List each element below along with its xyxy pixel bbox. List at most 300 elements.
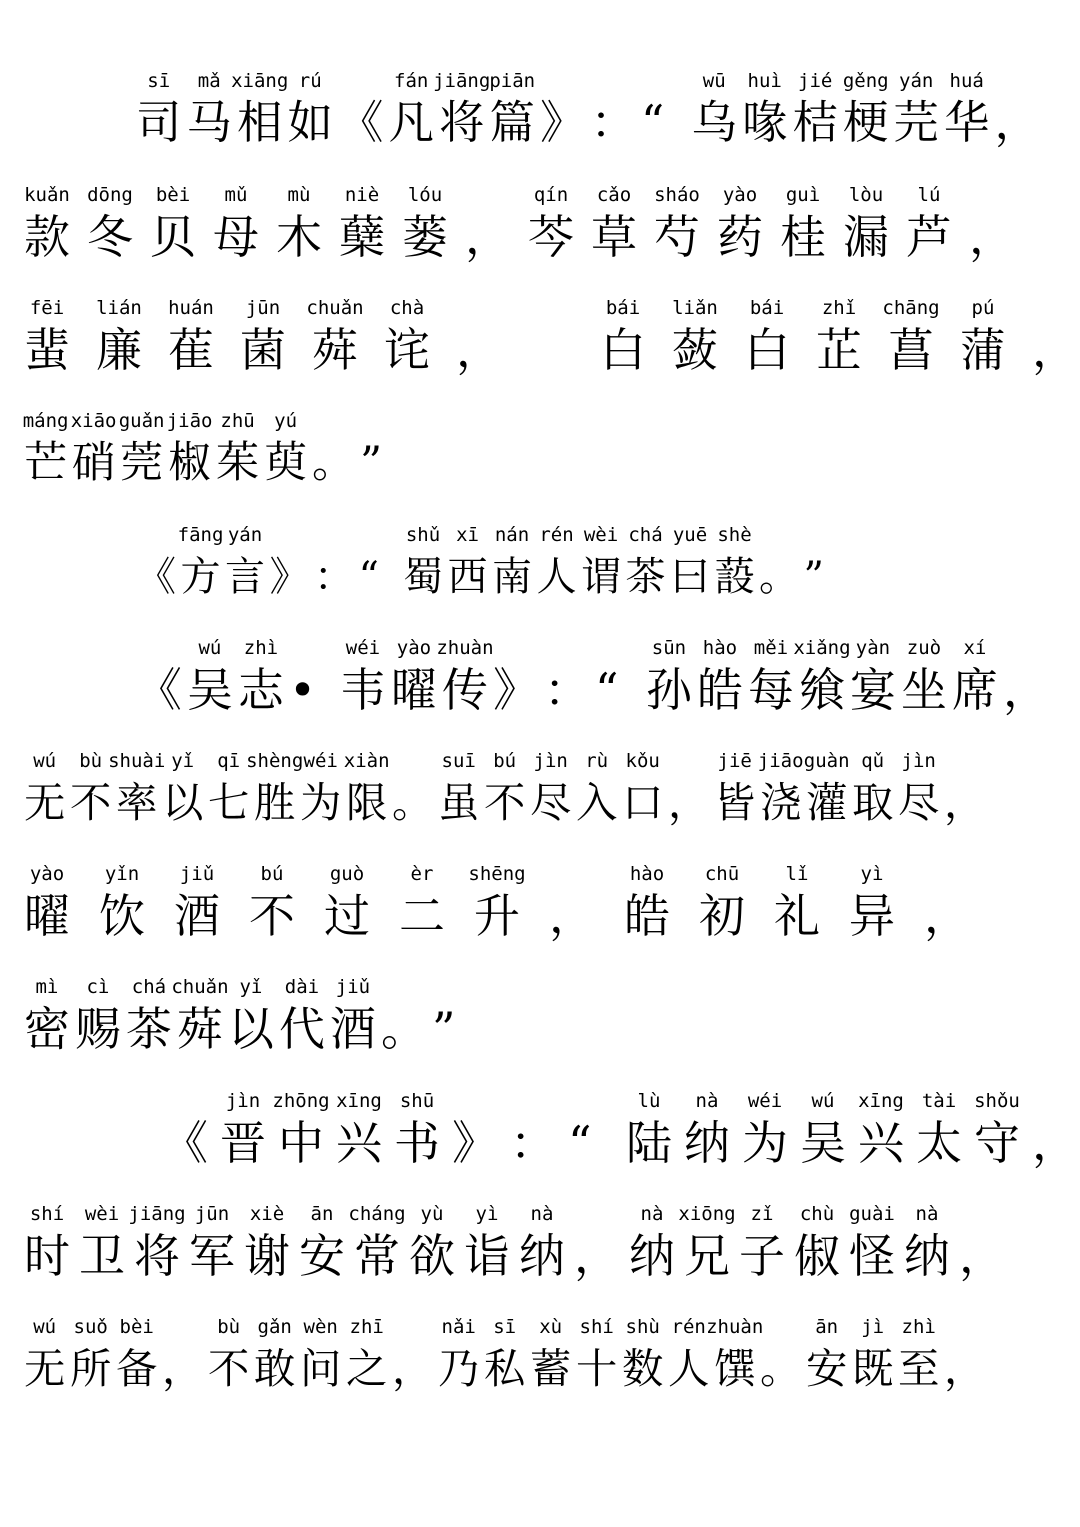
pinyin-syllable: guǎn [118,410,165,432]
hanzi-char: 子 [739,1229,785,1283]
pinyin-syllable: yàn [855,637,891,659]
pinyin-syllable: lú [917,184,941,206]
hanzi-char: 荈 [177,1002,223,1056]
pinyin-syllable: wū [702,70,726,92]
text-line [24,633,1056,733]
hanzi-char: 胜 [254,779,296,827]
pinyin-syllable: jiǔ [335,976,371,998]
hanzi-char: 飨 [799,663,845,717]
pinyin-syllable: qǔ [861,750,885,772]
pinyin-syllable: gǎn [257,1316,292,1338]
hanzi-char: 皓 [697,663,743,717]
pinyin-syllable: shuài [108,750,166,772]
pinyin-syllable: yǐ [239,976,263,998]
pinyin-syllable: jié [798,70,833,92]
pinyin-syllable: lóu [407,184,443,206]
pinyin-syllable: wèi [84,1203,120,1225]
pinyin-syllable: guàn [803,750,850,772]
hanzi-char: 马 [186,96,232,149]
punctuation-mark: ， [944,1345,986,1393]
pinyin-syllable: lián [96,297,142,319]
hanzi-char: 将 [134,1229,180,1283]
pinyin-syllable: yuē [672,524,708,546]
pinyin-syllable: nà [640,1203,664,1225]
hanzi-char: 人 [536,554,577,600]
hanzi-char: 灌 [806,779,848,827]
pinyin-syllable: chāng [882,297,940,319]
hanzi-char: 问 [300,1345,342,1393]
pinyin-syllable: mǎ [197,70,221,92]
hanzi-char: 药 [717,210,763,264]
pinyin-syllable: jiāng [128,1203,186,1225]
pinyin-syllable: jiāng [433,70,491,92]
hanzi-char: 不 [249,889,295,943]
hanzi-char: 冬 [87,210,133,264]
pinyin-syllable: yào [29,863,65,885]
hanzi-char: 诧 [384,323,430,377]
hanzi-char: 兴 [336,1116,382,1170]
hanzi-char: 曜 [24,889,70,943]
pinyin-syllable: xiōng [678,1203,736,1225]
pinyin-syllable: rén [671,1316,706,1338]
pinyin-syllable: yǐ [171,750,195,772]
punctuation-mark: ” [360,438,383,488]
pinyin-syllable: jì [861,1316,885,1338]
hanzi-row [24,655,1056,725]
pinyin-syllable: pú [971,297,995,319]
hanzi-char: 西 [447,554,488,600]
punctuation-mark: ， [549,889,595,943]
pinyin-syllable: guài [849,1203,895,1225]
pinyin-syllable: xī [456,524,479,546]
hanzi-char: 每 [748,663,794,717]
pinyin-syllable: cǎo [596,184,632,206]
hanzi-char: 坐 [901,663,947,717]
hanzi-char: 桔 [792,96,838,149]
pinyin-syllable: jiāo [166,410,213,432]
hanzi-char: 席 [952,663,998,717]
hanzi-char: 将 [439,96,485,149]
pinyin-syllable: yì [475,1203,499,1225]
pinyin-syllable: piān [489,70,536,92]
pinyin-syllable: jūn [245,297,281,319]
hanzi-char: 太 [916,1116,962,1170]
hanzi-char: 安 [806,1345,848,1393]
hanzi-char: 备 [116,1345,158,1393]
pinyin-syllable: lù [637,1090,661,1112]
hanzi-char: 陆 [626,1116,672,1170]
hanzi-char: 梗 [843,96,889,149]
pinyin-syllable: sī [493,1316,517,1338]
pinyin-syllable: suǒ [73,1316,108,1338]
hanzi-char: 时 [24,1229,70,1283]
punctuation-mark: “ [358,554,379,600]
hanzi-char: 蒌 [402,210,448,264]
pinyin-syllable: huán [168,297,214,319]
hanzi-row [24,88,1056,158]
pinyin-syllable: yǐn [104,863,140,885]
hanzi-char: 菌 [240,323,286,377]
pinyin-syllable: měi [753,637,789,659]
hanzi-char: 茶 [126,1002,172,1056]
pinyin-syllable: lòu [848,184,884,206]
punctuation-mark: ： [590,96,636,149]
text-line [24,180,1056,280]
text-line [24,1199,1056,1299]
pinyin-syllable: bù [79,750,103,772]
text-line [24,972,1056,1072]
pinyin-syllable: zhuàn [706,1316,764,1338]
punctuation-mark: 。 [392,779,434,827]
pinyin-syllable: gěng [842,70,889,92]
pinyin-syllable: jiāo [757,750,804,772]
hanzi-char: 传 [442,663,488,717]
hanzi-char: 吴 [800,1116,846,1170]
hanzi-char: 过 [324,889,370,943]
hanzi-char: 漏 [843,210,889,264]
hanzi-char: 俶 [794,1229,840,1283]
hanzi-char: 入 [576,779,618,827]
pinyin-syllable: jiǔ [179,863,215,885]
pinyin-syllable: chuǎn [306,297,364,319]
punctuation-mark: ， [668,779,710,827]
pinyin-syllable: xiāo [70,410,117,432]
punctuation-mark: ， [392,1345,434,1393]
hanzi-char: 司 [136,96,182,149]
hanzi-char: 母 [213,210,259,264]
hanzi-char: 芩 [528,210,574,264]
hanzi-char: 七 [208,779,250,827]
pinyin-syllable: wèn [303,1316,338,1338]
hanzi-char: 尽 [530,779,572,827]
pinyin-syllable: jūn [194,1203,230,1225]
pinyin-syllable: shǒu [974,1090,1020,1112]
hanzi-char: 数 [622,1345,664,1393]
punctuation-mark: ， [944,779,986,827]
hanzi-char: 酒 [174,889,220,943]
hanzi-char: 十 [576,1345,618,1393]
hanzi-char: 酒 [330,1002,376,1056]
pinyin-syllable: qī [217,750,241,772]
pinyin-syllable: huì [747,70,782,92]
punctuation-mark: “ [568,1116,592,1170]
hanzi-char: 南 [492,554,533,600]
punctuation-mark: 。 [312,438,356,488]
hanzi-char: 芷 [816,323,862,377]
pinyin-syllable: yán [227,524,263,546]
pinyin-syllable: cì [86,976,110,998]
punctuation-mark: ： [314,554,355,600]
punctuation-mark: ， [994,96,1040,149]
pinyin-syllable: nà [530,1203,554,1225]
pinyin-syllable: xīng [336,1090,382,1112]
hanzi-char: 如 [287,96,333,149]
hanzi-char: 志 [238,663,284,717]
pinyin-syllable: chū [704,863,740,885]
pinyin-syllable: nà [695,1090,719,1112]
hanzi-char: 不 [484,779,526,827]
hanzi-char: 尽 [898,779,940,827]
pinyin-syllable: chá [131,976,167,998]
hanzi-char: 木 [276,210,322,264]
hanzi-row [24,768,1056,838]
hanzi-char: 礼 [774,889,820,943]
hanzi-char: 敢 [254,1345,296,1393]
pinyin-syllable: xīng [858,1090,904,1112]
pinyin-syllable: xiàn [343,750,390,772]
hanzi-char: 款 [24,210,70,264]
hanzi-char: 白 [744,323,790,377]
pinyin-syllable: kǒu [625,750,660,772]
hanzi-char: 韦 [340,663,386,717]
hanzi-char: 限 [346,779,388,827]
hanzi-char: 曜 [391,663,437,717]
pinyin-syllable: zhǐ [821,297,857,319]
hanzi-char: 既 [852,1345,894,1393]
punctuation-mark: ， [574,1229,620,1283]
hanzi-char: 私 [484,1345,526,1393]
punctuation-mark: ， [162,1345,204,1393]
hanzi-char: 纳 [904,1229,950,1283]
pinyin-syllable: nǎi [441,1316,476,1338]
pinyin-syllable: wéi [345,637,381,659]
pinyin-syllable: xí [963,637,987,659]
hanzi-char: 荈 [312,323,358,377]
hanzi-char: 方 [180,554,221,600]
pinyin-syllable: xiāng [231,70,289,92]
pinyin-syllable: mǔ [224,184,248,206]
hanzi-char: 升 [474,889,520,943]
hanzi-char: 华 [944,96,990,149]
pinyin-syllable: bú [260,863,284,885]
pinyin-syllable: liǎn [672,297,718,319]
pinyin-syllable: yú [274,410,298,432]
pinyin-syllable: zhū [220,410,255,432]
hanzi-row [24,1108,1078,1178]
pinyin-syllable: rén [539,524,574,546]
hanzi-char: 异 [849,889,895,943]
hanzi-row [24,1221,1056,1291]
hanzi-char: 皓 [624,889,670,943]
pinyin-syllable: sī [147,70,171,92]
hanzi-char: 书 [394,1116,440,1170]
punctuation-mark: 。 [381,1002,427,1056]
hanzi-char: 人 [668,1345,710,1393]
pinyin-syllable: rù [585,750,609,772]
pinyin-syllable: dài [284,976,320,998]
hanzi-char: 守 [974,1116,1020,1170]
punctuation-mark: 《 [338,96,384,149]
pinyin-syllable: guò [329,863,365,885]
hanzi-char: 不 [70,779,112,827]
hanzi-char: 以 [228,1002,274,1056]
pinyin-syllable: bù [217,1316,241,1338]
punctuation-mark: 》 [540,96,586,149]
punctuation-mark: 。 [759,554,800,600]
punctuation-mark: 》 [452,1116,498,1170]
punctuation-mark: ， [959,1229,1005,1283]
pinyin-syllable: shǔ [405,524,441,546]
pinyin-syllable: guì [785,184,821,206]
hanzi-char: 吴 [187,663,233,717]
hanzi-char: 率 [116,779,158,827]
hanzi-row [24,428,1056,498]
hanzi-char: 为 [742,1116,788,1170]
pinyin-syllable: suī [441,750,476,772]
punctuation-mark: 《 [136,554,177,600]
pinyin-syllable: bèi [119,1316,154,1338]
pinyin-syllable: wú [33,1316,57,1338]
pinyin-syllable: bái [605,297,641,319]
hanzi-char: 喙 [742,96,788,149]
hanzi-char: 芒 [24,438,68,488]
hanzi-char: 乌 [691,96,737,149]
pinyin-syllable: mù [287,184,311,206]
punctuation-mark: ， [1003,663,1049,717]
punctuation-mark: ， [465,210,511,264]
hanzi-char: 卫 [79,1229,125,1283]
punctuation-mark: 》 [493,663,539,717]
hanzi-char: 口 [622,779,664,827]
pinyin-syllable: nà [915,1203,939,1225]
hanzi-char: 怪 [849,1229,895,1283]
hanzi-char: 蒲 [960,323,1006,377]
hanzi-char: 至 [898,1345,940,1393]
pinyin-syllable: xiè [249,1203,285,1225]
pinyin-syllable: dōng [87,184,133,206]
pinyin-syllable: qín [533,184,569,206]
hanzi-char: 茱 [216,438,260,488]
hanzi-char: 军 [189,1229,235,1283]
hanzi-row [24,994,1056,1064]
pinyin-syllable: bèi [155,184,191,206]
punctuation-mark: ， [924,889,970,943]
pinyin-syllable: sháo [654,184,700,206]
hanzi-char: 不 [208,1345,250,1393]
pinyin-syllable: lǐ [785,863,809,885]
punctuation-mark: • [289,663,317,717]
hanzi-row [24,315,1078,385]
hanzi-char: 廉 [96,323,142,377]
hanzi-char: 芍 [654,210,700,264]
hanzi-char: 浇 [760,779,802,827]
punctuation-mark: ： [544,663,590,717]
pinyin-syllable: fāng [177,524,224,546]
pinyin-syllable: chù [799,1203,835,1225]
pinyin-syllable: zhì [243,637,279,659]
pinyin-syllable: shēng [468,863,526,885]
hanzi-char: 为 [300,779,342,827]
hanzi-char: 孙 [646,663,692,717]
hanzi-char: 椒 [168,438,212,488]
hanzi-char: 草 [591,210,637,264]
hanzi-char: 曰 [670,554,711,600]
hanzi-char: 代 [279,1002,325,1056]
pinyin-syllable: yào [396,637,432,659]
hanzi-char: 皆 [714,779,756,827]
punctuation-mark: 《 [162,1116,208,1170]
pinyin-syllable: wú [33,750,57,772]
pinyin-syllable: huá [949,70,984,92]
pinyin-syllable: zhuàn [436,637,494,659]
hanzi-char: 赐 [75,1002,121,1056]
hanzi-char: 无 [24,1345,66,1393]
pinyin-syllable: wú [198,637,222,659]
punctuation-mark: 。 [760,1345,802,1393]
pinyin-syllable: hào [629,863,665,885]
pinyin-syllable: wéi [747,1090,783,1112]
pinyin-syllable: cháng [348,1203,406,1225]
hanzi-char: 二 [399,889,445,943]
pinyin-syllable: hào [702,637,738,659]
pinyin-syllable: fēi [29,297,65,319]
hanzi-char: 兴 [858,1116,904,1170]
punctuation-mark: ， [1032,1116,1078,1170]
pinyin-syllable: máng [22,410,69,432]
text-line [24,1312,1056,1412]
pinyin-syllable: shū [399,1090,435,1112]
pinyin-syllable: chá [628,524,663,546]
pinyin-syllable: fán [394,70,429,92]
hanzi-char: 虽 [438,779,480,827]
hanzi-char: 纳 [684,1116,730,1170]
hanzi-row [24,542,1056,612]
hanzi-char: 兄 [684,1229,730,1283]
hanzi-char: 纳 [519,1229,565,1283]
pinyin-syllable: niè [344,184,380,206]
hanzi-char: 馔 [714,1345,756,1393]
text-line [24,520,1056,620]
hanzi-char: 安 [299,1229,345,1283]
pinyin-syllable: jìn [533,750,568,772]
pinyin-syllable: shí [579,1316,614,1338]
hanzi-char: 硝 [72,438,116,488]
pinyin-syllable: tài [921,1090,957,1112]
punctuation-mark: ， [1032,323,1078,377]
hanzi-char: 中 [278,1116,324,1170]
pinyin-syllable: wéi [303,750,338,772]
hanzi-char: 言 [225,554,266,600]
hanzi-char: 谢 [244,1229,290,1283]
pinyin-syllable: xù [539,1316,563,1338]
hanzi-char: 宴 [850,663,896,717]
hanzi-char: 蜀 [403,554,444,600]
hanzi-char: 常 [354,1229,400,1283]
hanzi-char: 贝 [150,210,196,264]
hanzi-char: 饮 [99,889,145,943]
pinyin-syllable: shèng [246,750,304,772]
pinyin-syllable: ān [310,1203,334,1225]
pinyin-syllable: yán [899,70,934,92]
text-line [24,406,1056,506]
hanzi-row [24,202,1056,272]
punctuation-mark: 》 [269,554,310,600]
pinyin-syllable: shù [625,1316,660,1338]
pinyin-syllable: jìn [901,750,936,772]
pinyin-syllable: nán [494,524,530,546]
pinyin-syllable: shè [717,524,752,546]
hanzi-char: 莞 [120,438,164,488]
hanzi-char: 蘖 [339,210,385,264]
pinyin-syllable: shí [29,1203,65,1225]
pinyin-syllable: èr [410,863,434,885]
pinyin-syllable: zhī [349,1316,384,1338]
pinyin-syllable: yì [860,863,884,885]
hanzi-char: 芦 [906,210,952,264]
hanzi-char: 茶 [625,554,666,600]
text-line [24,293,1078,393]
text-line [24,66,1056,166]
